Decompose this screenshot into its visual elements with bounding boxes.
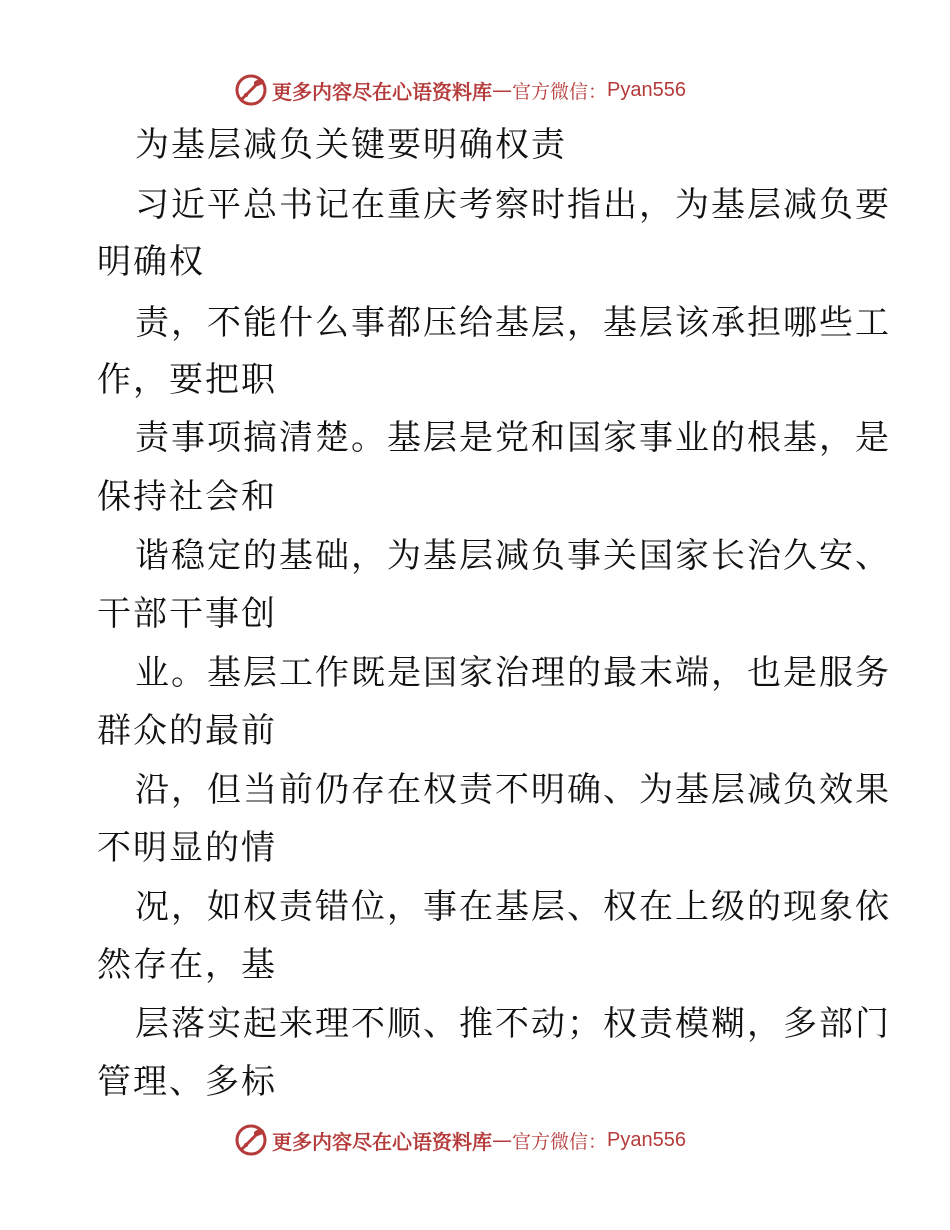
header-watermark [234,72,714,108]
paragraph-line: 习近平总书记在重庆考察时指出，为基层减负要 [135,185,891,225]
paragraph-line: 业。基层工作既是国家治理的最末端，也是服务 [135,653,891,693]
paragraph-line: 沿，但当前仍存在权责不明确、为基层减负效果 [135,770,891,810]
paragraph-line: 干部干事创 [97,594,277,634]
watermark-dash: — [492,78,512,102]
paragraph-line: 谐稳定的基础，为基层减负事关国家长治久安、 [135,536,891,576]
watermark-wechat-id: Pyan556 [607,78,686,101]
paragraph-line: 管理、多标 [97,1062,277,1102]
watermark-text: 更多内容尽在心语资料库 [272,79,492,104]
paragraph-line: 然存在，基 [97,945,277,985]
paragraph-line: 不明显的情 [97,828,277,868]
document-title: 为基层减负关键要明确权责 [135,125,567,165]
footer-watermark [234,1122,714,1158]
paragraph-line: 保持社会和 [97,477,277,517]
quill-seal-icon [234,1123,268,1157]
watermark-dash: — [492,1128,512,1152]
watermark-wechat-label: 官方微信： [512,80,608,103]
paragraph-line: 明确权 [97,242,205,282]
paragraph-line: 作，要把职 [97,360,277,400]
watermark-text: 更多内容尽在心语资料库 [272,1129,492,1154]
paragraph-line: 责事项搞清楚。基层是党和国家事业的根基，是 [135,418,891,458]
paragraph-line: 群众的最前 [97,711,277,751]
watermark-wechat-id: Pyan556 [607,1128,686,1151]
quill-seal-icon [234,73,268,107]
paragraph-line: 层落实起来理不顺、推不动；权责模糊，多部门 [135,1004,891,1044]
paragraph-line: 责，不能什么事都压给基层，基层该承担哪些工 [135,303,891,343]
paragraph-line: 况，如权责错位，事在基层、权在上级的现象依 [135,887,891,927]
watermark-wechat-label: 官方微信： [512,1130,608,1153]
